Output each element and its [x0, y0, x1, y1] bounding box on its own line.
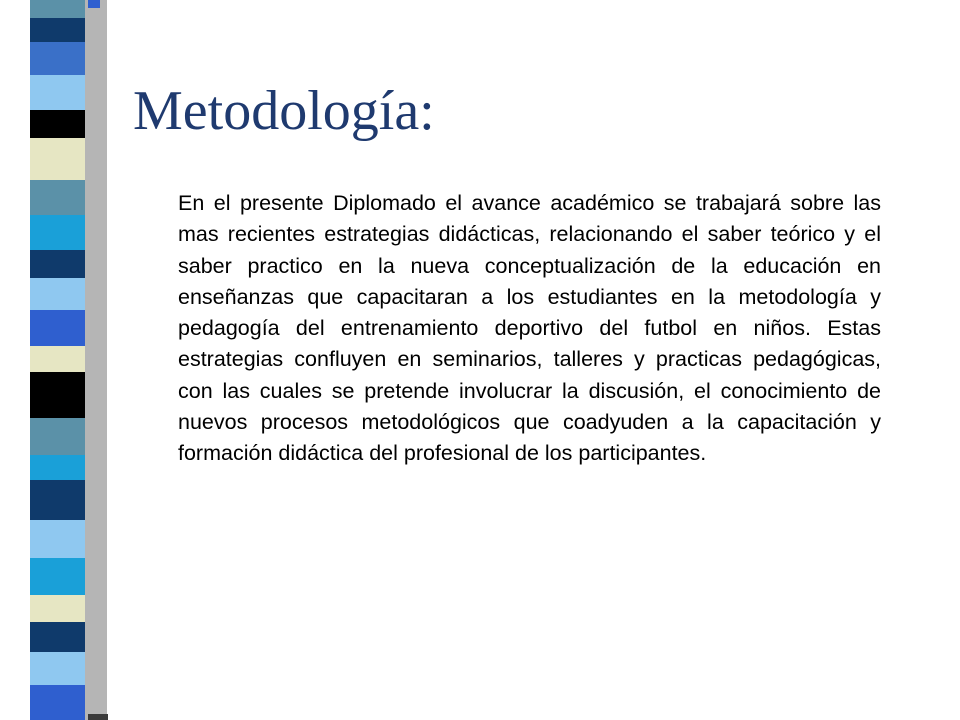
stripe-block: [30, 278, 85, 310]
stripe-block: [30, 110, 85, 138]
stripe-block: [30, 455, 85, 480]
stripe-corner: [88, 0, 100, 8]
stripe-block: [30, 18, 85, 42]
stripe-block: [30, 652, 85, 685]
stripe-block: [30, 75, 85, 110]
stripe-block: [30, 0, 85, 18]
stripe-block: [30, 418, 85, 455]
stripe-shadow: [85, 0, 107, 720]
stripe-block: [30, 180, 85, 215]
stripe-block: [30, 215, 85, 250]
stripe-block: [30, 622, 85, 652]
stripe-block: [30, 310, 85, 346]
decorative-stripe-bar: [0, 0, 110, 720]
stripe-block: [30, 520, 85, 558]
stripe-block: [30, 480, 85, 520]
stripe-block: [30, 372, 85, 418]
stripe-block: [30, 595, 85, 622]
stripe-block: [30, 138, 85, 180]
slide-title: Metodología:: [133, 80, 435, 142]
stripe-block: [30, 558, 85, 595]
stripe-block: [30, 346, 85, 372]
stripe-block: [30, 685, 85, 720]
slide-body-text: En el presente Diplomado el avance académico se trabajará sobre las mas recientes estrategias didácticas, relacionando el saber teórico y el saber practico en la nueva conceptualización de la educación en enseñanzas que capacitaran a los estudiantes en la metodología y pedagogía del entrenamiento deportivo del futbol en niños. Estas estrategias confluyen en seminarios, talleres y practicas pedagógicas, con las cuales se pretende involucrar la discusión, el conocimiento de nuevos procesos metodológicos que coadyuden a la capacitación y formación didáctica del profesional de los participantes.: [178, 191, 881, 466]
stripe-block: [30, 42, 85, 75]
stripe-block: [30, 250, 85, 278]
stripe-bottom-mark: [88, 714, 108, 720]
